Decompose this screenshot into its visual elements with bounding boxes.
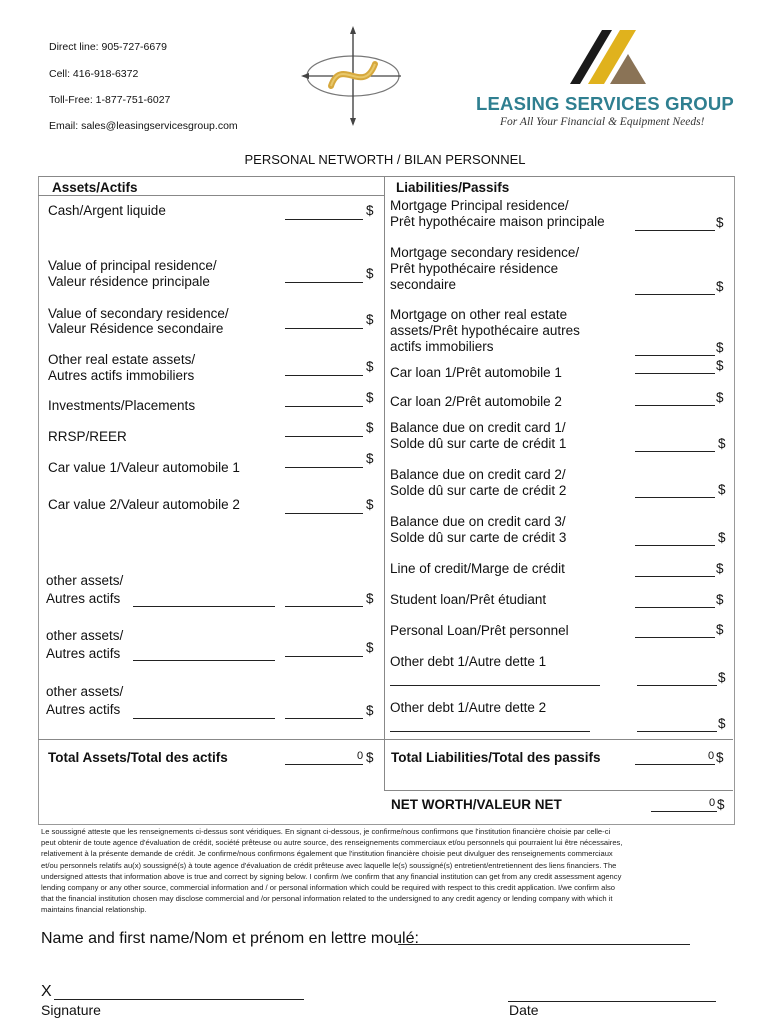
networth-line [651, 811, 717, 812]
asset-principal-label-2: Valeur résidence principale [48, 274, 210, 289]
leasing-services-group-logo-icon [546, 24, 678, 88]
dollar-sign: $ [366, 420, 374, 435]
dollar-sign: $ [366, 591, 374, 606]
dollar-sign: $ [718, 670, 726, 685]
disclaimer-line: maintains financial relationship. [41, 905, 147, 915]
total-assets-value: 0 [357, 750, 364, 762]
dollar-sign: $ [716, 215, 724, 230]
liab-car-loan2-field[interactable] [635, 392, 715, 406]
liab-mortgage-secondary-label-1: Mortgage secondary residence/ [390, 245, 580, 260]
liab-cc2-label-1: Balance due on credit card 2/ [390, 467, 566, 482]
dollar-sign: $ [366, 359, 374, 374]
dollar-sign: $ [716, 358, 724, 373]
total-rule [38, 739, 733, 740]
asset-realestate-field[interactable] [285, 362, 363, 376]
liab-cc3-field[interactable] [635, 532, 715, 546]
liab-mortgage-secondary-label-3: secondaire [390, 277, 457, 292]
networth-label: NET WORTH/VALEUR NET [391, 797, 562, 812]
liab-car-loan2-label: Car loan 2/Prêt automobile 2 [390, 394, 562, 409]
networth-value: 0 [709, 797, 716, 809]
dollar-sign: $ [366, 203, 374, 218]
dollar-sign: $ [366, 497, 374, 512]
contact-cell: Cell: 416-918-6372 [49, 68, 139, 80]
total-liabilities-label: Total Liabilities/Total des passifs [391, 750, 601, 765]
dollar-sign: $ [366, 451, 374, 466]
contact-tollfree: Toll-Free: 1-877-751-6027 [49, 94, 171, 106]
liab-car-loan1-field[interactable] [635, 360, 715, 374]
dollar-sign: $ [716, 279, 724, 294]
asset-cash-label: Cash/Argent liquide [48, 203, 166, 218]
asset-secondary-field[interactable] [285, 315, 363, 329]
asset-realestate-label-1: Other real estate assets/ [48, 352, 196, 367]
liab-personal-label: Personal Loan/Prêt personnel [390, 623, 569, 638]
signature-field[interactable] [54, 984, 304, 1000]
asset-other1-label-1: other assets/ [46, 573, 124, 588]
company-name: LEASING SERVICES GROUP [476, 93, 734, 114]
asset-other2-desc-field[interactable] [133, 647, 275, 661]
asset-other3-desc-field[interactable] [133, 705, 275, 719]
disclaimer-line: lending company or any other source, commercial information and / or personal information which could be required with respect to this credit application. I/we confirm also [41, 883, 616, 893]
liab-cc1-field[interactable] [635, 438, 715, 452]
disclaimer-line: peut obtenir de toute agence d'évaluation de crédit, société prêteuse ou autre source, des renseignements commerciaux et/ou personnels qui pourraient lui être nécessaires, [41, 838, 623, 848]
assets-header-rule [38, 195, 384, 196]
total-liabilities-value: 0 [708, 750, 715, 762]
total-assets-label: Total Assets/Total des actifs [48, 750, 228, 765]
disclaimer-line: Le soussigné atteste que les renseignements ci-dessus sont véridiques. En signant ci-dessous, je confirme/nous confirmons que l'institution financière choisie par celle-ci [41, 827, 611, 836]
name-field[interactable] [398, 929, 690, 945]
asset-car1-label: Car value 1/Valeur automobile 1 [48, 460, 240, 475]
total-assets-line [285, 764, 363, 765]
asset-car2-label: Car value 2/Valeur automobile 2 [48, 497, 240, 512]
asset-realestate-label-2: Autres actifs immobiliers [48, 368, 195, 383]
contact-direct-line: Direct line: 905-727-6679 [49, 41, 167, 53]
asset-car2-field[interactable] [285, 500, 363, 514]
assets-header: Assets/Actifs [52, 180, 138, 195]
liab-cc1-label-1: Balance due on credit card 1/ [390, 420, 566, 435]
globe-compass-icon [301, 26, 401, 126]
contact-email: Email: sales@leasingservicesgroup.com [49, 120, 238, 132]
dollar-sign: $ [717, 797, 725, 812]
asset-other2-label-1: other assets/ [46, 628, 124, 643]
liab-mortgage-principal-field[interactable] [635, 217, 715, 231]
disclaimer [41, 826, 731, 916]
liab-mortgage-secondary-label-2: Prêt hypothécaire résidence [390, 261, 559, 276]
date-field[interactable] [508, 986, 716, 1002]
name-label: Name and first name/Nom et prénom en lettre moulé: [41, 930, 419, 947]
asset-cash-field[interactable] [285, 206, 363, 220]
asset-principal-field[interactable] [285, 269, 363, 283]
disclaimer-line: undersigned attests that information above is true and correct by signing below. I confirm /we confirm that any financial institution can get from any credit assessment agency [41, 871, 622, 881]
asset-other3-label-2: Autres actifs [46, 702, 121, 717]
liab-cc1-label-2: Solde dû sur carte de crédit 1 [390, 436, 567, 451]
dollar-sign: $ [716, 592, 724, 607]
dollar-sign: $ [366, 703, 374, 718]
liab-mortgage-other-label-1: Mortgage on other real estate [390, 307, 568, 322]
liab-other-debt2-label: Other debt 1/Autre dette 2 [390, 700, 547, 715]
asset-car1-field[interactable] [285, 454, 363, 468]
asset-other3-field[interactable] [285, 705, 363, 719]
dollar-sign: $ [716, 750, 724, 765]
networth-rule [384, 790, 733, 791]
liab-cc3-label-1: Balance due on credit card 3/ [390, 514, 566, 529]
liab-mortgage-secondary-field[interactable] [635, 281, 715, 295]
liab-student-field[interactable] [635, 594, 715, 608]
dollar-sign: $ [366, 750, 374, 765]
asset-rrsp-label: RRSP/REER [48, 429, 127, 444]
page-title: PERSONAL NETWORTH / BILAN PERSONNEL [244, 152, 526, 167]
dollar-sign: $ [366, 312, 374, 327]
date-label: Date [509, 1002, 539, 1018]
liab-cc2-label-2: Solde dû sur carte de crédit 2 [390, 483, 567, 498]
asset-other1-desc-field[interactable] [133, 593, 275, 607]
asset-secondary-label-2: Valeur Résidence secondaire [48, 321, 224, 336]
liab-mortgage-other-label-3: actifs immobiliers [390, 339, 494, 354]
asset-other2-label-2: Autres actifs [46, 646, 121, 661]
asset-rrsp-field[interactable] [285, 423, 363, 437]
liab-cc2-field[interactable] [635, 484, 715, 498]
dollar-sign: $ [718, 482, 726, 497]
liabilities-header: Liabilities/Passifs [396, 180, 510, 195]
dollar-sign: $ [716, 390, 724, 405]
dollar-sign: $ [718, 716, 726, 731]
asset-investments-field[interactable] [285, 393, 363, 407]
signature-label: Signature [41, 1002, 101, 1018]
dollar-sign: $ [716, 340, 724, 355]
asset-investments-label: Investments/Placements [48, 398, 196, 413]
asset-other3-label-1: other assets/ [46, 684, 124, 699]
dollar-sign: $ [718, 436, 726, 451]
liab-student-label: Student loan/Prêt étudiant [390, 592, 547, 607]
asset-other2-field[interactable] [285, 643, 363, 657]
dollar-sign: $ [366, 266, 374, 281]
liab-other-debt1-desc-field[interactable] [390, 672, 600, 686]
liab-personal-field[interactable] [635, 624, 715, 638]
dollar-sign: $ [366, 640, 374, 655]
liab-other-debt2-desc-field[interactable] [390, 718, 590, 732]
asset-principal-label-1: Value of principal residence/ [48, 258, 217, 273]
company-tagline: For All Your Financial & Equipment Needs! [500, 116, 705, 128]
disclaimer-line: et/ou personnels relatifs au(x) soussigné(s) à toute agence d'évaluation de crédit prêteuse avec laquelle le(s) soussigné(s) entretient/entretiennent des liens financiers. The [41, 860, 617, 870]
asset-other1-field[interactable] [285, 593, 363, 607]
liab-other-debt1-label: Other debt 1/Autre dette 1 [390, 654, 547, 669]
liab-mortgage-principal-label-2: Prêt hypothécaire maison principale [390, 214, 605, 229]
dollar-sign: $ [718, 530, 726, 545]
dollar-sign: $ [716, 622, 724, 637]
liab-cc3-label-2: Solde dû sur carte de crédit 3 [390, 530, 567, 545]
dollar-sign: $ [716, 561, 724, 576]
liab-car-loan1-label: Car loan 1/Prêt automobile 1 [390, 365, 562, 380]
liab-loc-field[interactable] [635, 563, 715, 577]
total-liabilities-line [635, 764, 715, 765]
liab-loc-label: Line of credit/Marge de crédit [390, 561, 565, 576]
dollar-sign: $ [366, 390, 374, 405]
asset-secondary-label-1: Value of secondary residence/ [48, 306, 229, 321]
disclaimer-line: that the financial institution chosen may disclose commercial and /or personal information related to the undersigned to any credit agency or lending company with which it [41, 894, 613, 904]
asset-other1-label-2: Autres actifs [46, 591, 121, 606]
liab-mortgage-other-field[interactable] [635, 342, 715, 356]
disclaimer-line: relativement à la présente demande de crédit. Je confirme/nous confirmons également que l'institution financière choisie peut divulguer des renseignements commerciaux [41, 849, 613, 859]
liab-other-debt2-field[interactable] [637, 718, 717, 732]
signature-x: X [41, 983, 52, 1000]
column-divider [384, 176, 385, 790]
liab-mortgage-other-label-2: assets/Prêt hypothécaire autres [390, 323, 580, 338]
liab-other-debt1-field[interactable] [637, 672, 717, 686]
liab-mortgage-principal-label-1: Mortgage Principal residence/ [390, 198, 569, 213]
